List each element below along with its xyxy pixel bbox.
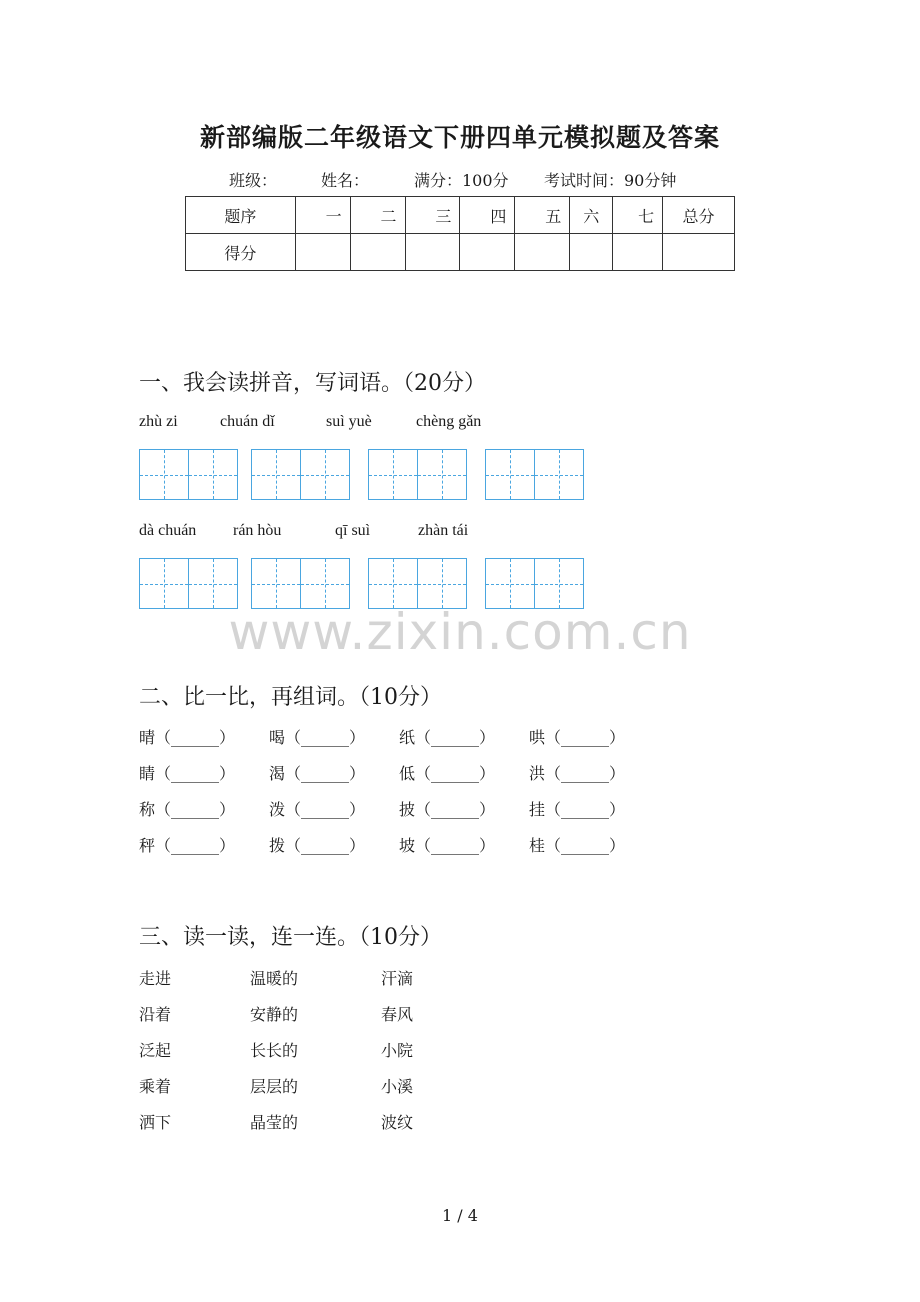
section2-heading: 二、比一比，再组词。（10分） — [139, 685, 442, 710]
compare-item: 低（______） — [399, 764, 496, 783]
compare-item: 拨（______） — [269, 836, 366, 855]
section1-heading: 一、我会读拼音，写词语。（20分） — [139, 371, 486, 396]
compare-item: 睛（______） — [139, 764, 236, 783]
header-cell: 题序 — [186, 197, 296, 234]
pinyin-label: zhù zi — [139, 413, 178, 430]
score-row-label: 得分 — [186, 234, 296, 271]
match-word[interactable]: 小溪 — [381, 1077, 414, 1096]
score-cell[interactable] — [570, 234, 613, 271]
match-word[interactable]: 走进 — [139, 969, 172, 988]
pinyin-label: chuán dǐ — [220, 413, 275, 430]
compare-item: 泼（______） — [269, 800, 366, 819]
writing-grid[interactable] — [139, 449, 238, 500]
compare-item: 披（______） — [399, 800, 496, 819]
match-word[interactable]: 波纹 — [381, 1113, 414, 1132]
writing-grid[interactable] — [251, 558, 350, 609]
writing-grid[interactable] — [485, 558, 584, 609]
compare-item: 坡（______） — [399, 836, 496, 855]
score-cell[interactable] — [613, 234, 663, 271]
compare-item: 纸（______） — [399, 728, 496, 747]
score-cell[interactable] — [405, 234, 460, 271]
match-word[interactable]: 乘着 — [139, 1077, 172, 1096]
match-word[interactable]: 安静的 — [250, 1005, 299, 1024]
compare-item: 挂（______） — [529, 800, 626, 819]
class-label: 班级： — [229, 171, 278, 190]
match-word[interactable]: 晶莹的 — [250, 1113, 299, 1132]
page-number: 1 / 4 — [442, 1206, 478, 1225]
writing-grid[interactable] — [485, 449, 584, 500]
score-cell[interactable] — [663, 234, 735, 271]
header-cell: 总分 — [663, 197, 735, 234]
compare-item: 哄（______） — [529, 728, 626, 747]
section3-heading: 三、读一读，连一连。（10分） — [139, 925, 442, 950]
score-cell[interactable] — [515, 234, 570, 271]
header-cell: 一 — [295, 197, 350, 234]
match-word[interactable]: 泛起 — [139, 1041, 172, 1060]
score-table-score-row — [186, 234, 735, 271]
header-cell: 五 — [515, 197, 570, 234]
match-word[interactable]: 长长的 — [250, 1041, 299, 1060]
header-cell: 二 — [350, 197, 405, 234]
score-cell[interactable] — [350, 234, 405, 271]
writing-grid[interactable] — [251, 449, 350, 500]
compare-item: 秤（______） — [139, 836, 236, 855]
score-table — [185, 196, 735, 271]
compare-item: 渴（______） — [269, 764, 366, 783]
writing-grid[interactable] — [368, 449, 467, 500]
writing-grid[interactable] — [368, 558, 467, 609]
pinyin-label: zhàn tái — [418, 522, 469, 539]
header-cell: 六 — [570, 197, 613, 234]
match-word[interactable]: 洒下 — [139, 1113, 172, 1132]
compare-item: 喝（______） — [269, 728, 366, 747]
pinyin-label: suì yuè — [326, 413, 372, 430]
exam-time: 考试时间：90分钟 — [544, 171, 677, 190]
compare-item: 桂（______） — [529, 836, 626, 855]
match-word[interactable]: 汗滴 — [381, 969, 414, 988]
pinyin-label: dà chuán — [139, 522, 197, 539]
full-score: 满分：100分 — [414, 171, 509, 190]
name-label: 姓名： — [321, 171, 370, 190]
match-word[interactable]: 春风 — [381, 1005, 414, 1024]
compare-item: 称（______） — [139, 800, 236, 819]
watermark: www.zixin.com.cn — [228, 603, 692, 661]
match-word[interactable]: 沿着 — [139, 1005, 172, 1024]
header-cell: 七 — [613, 197, 663, 234]
match-word[interactable]: 小院 — [381, 1041, 414, 1060]
writing-grid[interactable] — [139, 558, 238, 609]
compare-item: 晴（______） — [139, 728, 236, 747]
pinyin-label: qī suì — [335, 522, 371, 539]
score-cell[interactable] — [460, 234, 515, 271]
match-word[interactable]: 层层的 — [250, 1077, 299, 1096]
header-cell: 三 — [405, 197, 460, 234]
header-cell: 四 — [460, 197, 515, 234]
pinyin-label: rán hòu — [233, 522, 282, 539]
compare-item: 洪（______） — [529, 764, 626, 783]
match-word[interactable]: 温暖的 — [250, 969, 299, 988]
score-cell[interactable] — [295, 234, 350, 271]
pinyin-label: chèng gǎn — [416, 413, 482, 430]
page-title: 新部编版二年级语文下册四单元模拟题及答案 — [199, 123, 720, 152]
score-table-header-row — [186, 197, 735, 234]
